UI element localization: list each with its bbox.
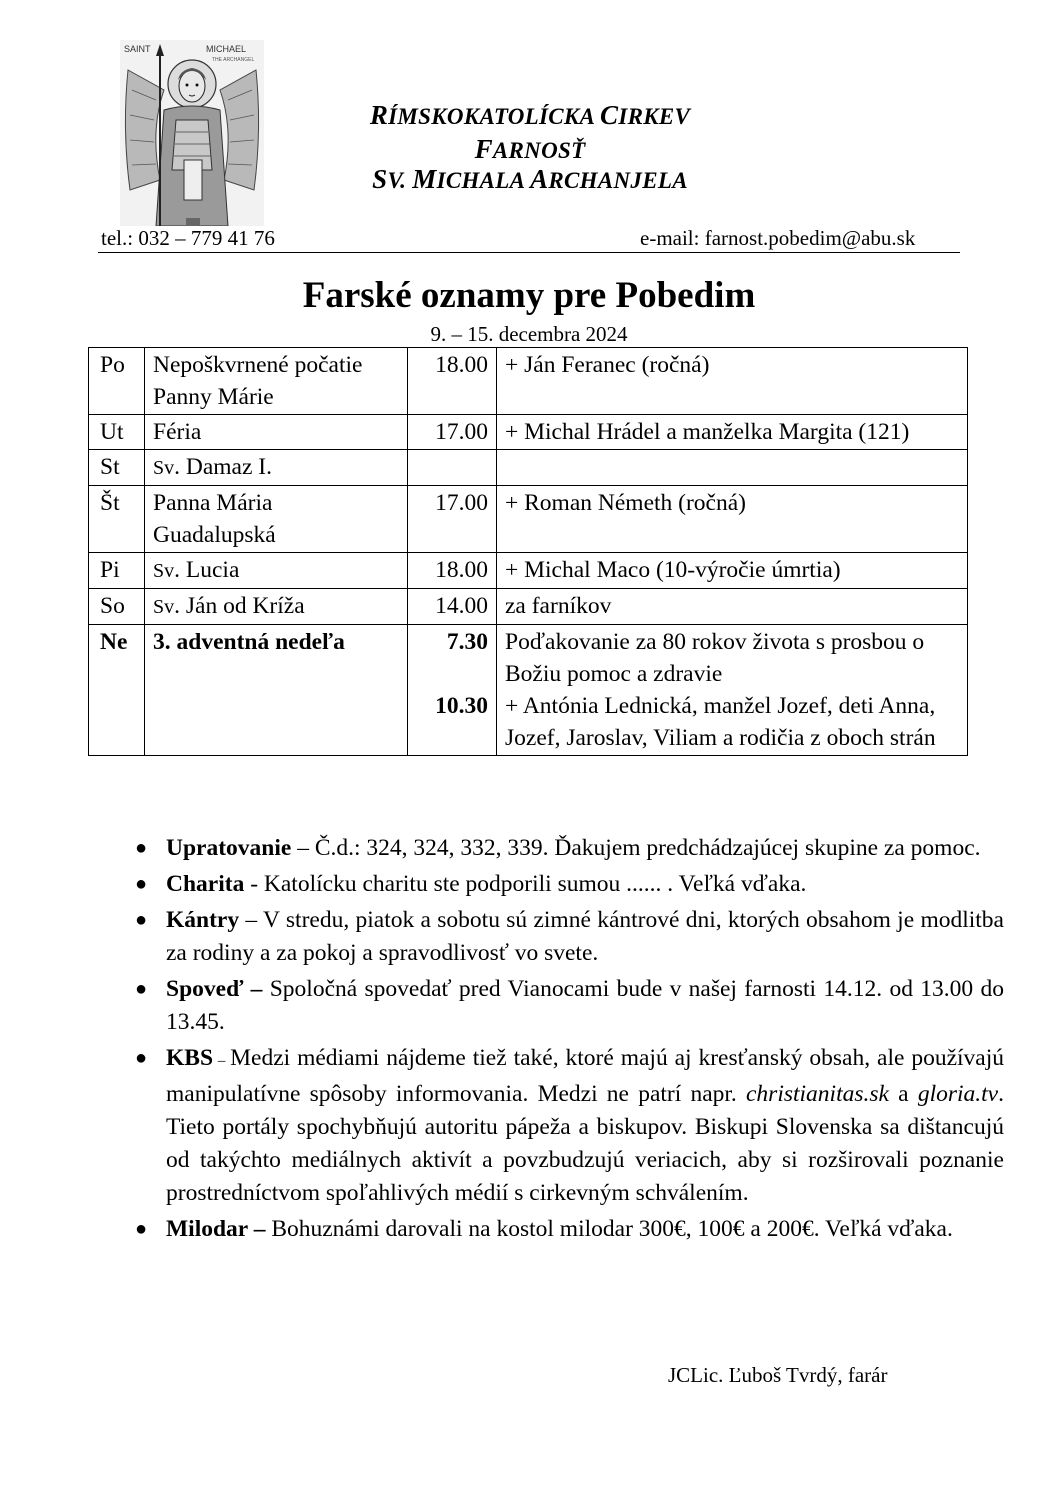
bullet-icon: ● [135, 1047, 148, 1069]
header-divider [98, 252, 960, 253]
schedule-row [89, 625, 968, 756]
schedule-intention: + Michal Hrádel a manželka Margita (121) [497, 415, 968, 450]
parish-name-line2: FARNOSŤ [474, 134, 586, 164]
schedule-feast: Féria [145, 415, 408, 450]
schedule-feast: Sv. Ján od Kríža [145, 589, 408, 625]
schedule-day: Po [89, 348, 145, 415]
schedule-feast: Nepoškvrnené počatie Panny Márie [145, 348, 408, 415]
announcement-item: ● KBS – Medzi médiami nájdeme tiež také, ktoré majú aj kresťanský obsah, ale používajú manipulatívne spôsoby informovania. Medzi ne patrí napr. christianitas.sk a gloria.tv. Tieto portály spochybňujú autoritu pápeža a biskupov. Biskupi Slovenska sa dištancujú od takýchto mediálnych aktivít a povzbudzujú veriacich, aby si rozširovali poznanie prostredníctvom spoľahlivých médií s cirkevným schválením. [166, 1042, 1004, 1210]
bullet-icon: ● [135, 837, 148, 859]
announcements-list [120, 832, 1004, 1249]
schedule-intention: + Michal Maco (10-výročie úmrtia) [497, 553, 968, 589]
schedule-day: Pi [89, 553, 145, 589]
schedule-row [89, 589, 968, 625]
schedule-time: 14.00 [408, 589, 497, 625]
schedule-time [408, 450, 497, 486]
schedule-intention: Poďakovanie za 80 rokov života s prosbou o Božiu pomoc a zdravie + Antónia Lednická, manžel Jozef, deti Anna, Jozef, Jaroslav, Viliam a rodičia z oboch strán [497, 625, 968, 756]
icon-caption-right: MICHAEL [206, 44, 247, 54]
icon-caption-left: SAINT [124, 44, 151, 54]
page-title: Farské oznamy pre Pobedim [302, 275, 756, 316]
announcement-item: ● Kántry – V stredu, piatok a sobotu sú zimné kántrové dni, ktorých obsahom je modlitba za rodiny a za pokoj a spravodlivosť vo svete. [166, 904, 1004, 970]
bullet-icon: ● [135, 978, 148, 1000]
schedule-row [89, 450, 968, 486]
schedule-row [89, 553, 968, 589]
schedule-time: 17.00 [408, 486, 497, 553]
schedule-row [89, 486, 968, 553]
announcement-item: ● Milodar – Bohuznámi darovali na kostol milodar 300€, 100€ a 200€. Veľká vďaka. [166, 1213, 1004, 1246]
bullet-icon: ● [135, 873, 148, 895]
schedule-feast: Sv. Damaz I. [145, 450, 408, 486]
date-range: 9. – 15. decembra 2024 [430, 322, 628, 346]
schedule-time: 18.00 [408, 348, 497, 415]
schedule-intention: za farníkov [497, 589, 968, 625]
announcement-item: ● Charita - Katolícku charitu ste podporili sumou ...... . Veľká vďaka. [166, 868, 1004, 901]
schedule-row [89, 348, 968, 415]
schedule-row [89, 415, 968, 450]
schedule-day: Ut [89, 415, 145, 450]
schedule-day: Št [89, 486, 145, 553]
mass-schedule-table [88, 347, 968, 756]
schedule-feast: Sv. Lucia [145, 553, 408, 589]
schedule-intention: + Roman Németh (ročná) [497, 486, 968, 553]
schedule-time: 17.00 [408, 415, 497, 450]
schedule-feast: 3. adventná nedeľa [145, 625, 408, 756]
schedule-day: So [89, 589, 145, 625]
bullet-icon: ● [135, 909, 148, 931]
schedule-time: 7.30 10.30 [408, 625, 497, 756]
parish-name-line3: SV. MICHALA ARCHANJELA [372, 164, 688, 194]
phone-number: tel.: 032 – 779 41 76 [101, 226, 275, 250]
schedule-feast: Panna Mária Guadalupská [145, 486, 408, 553]
icon-caption-sub: THE ARCHANGEL [212, 57, 255, 63]
schedule-day: St [89, 450, 145, 486]
announcement-item: ● Upratovanie – Č.d.: 324, 324, 332, 339. Ďakujem predchádzajúcej skupine za pomoc. [166, 832, 1004, 865]
email-address: e-mail: farnost.pobedim@abu.sk [640, 226, 916, 250]
schedule-time: 18.00 [408, 553, 497, 589]
parish-name-line1: RÍMSKOKATOLÍCKA CIRKEV [369, 100, 691, 130]
schedule-day: Ne [89, 625, 145, 756]
schedule-intention: + Ján Feranec (ročná) [497, 348, 968, 415]
signature: JCLic. Ľuboš Tvrdý, farár [668, 1363, 888, 1387]
announcement-item: ● Spoveď – Spoločná spovedať pred Vianocami bude v našej farnosti 14.12. od 13.00 do 13.45. [166, 973, 1004, 1039]
schedule-intention [497, 450, 968, 486]
bullet-icon: ● [135, 1218, 148, 1240]
saint-michael-icon [120, 40, 264, 226]
